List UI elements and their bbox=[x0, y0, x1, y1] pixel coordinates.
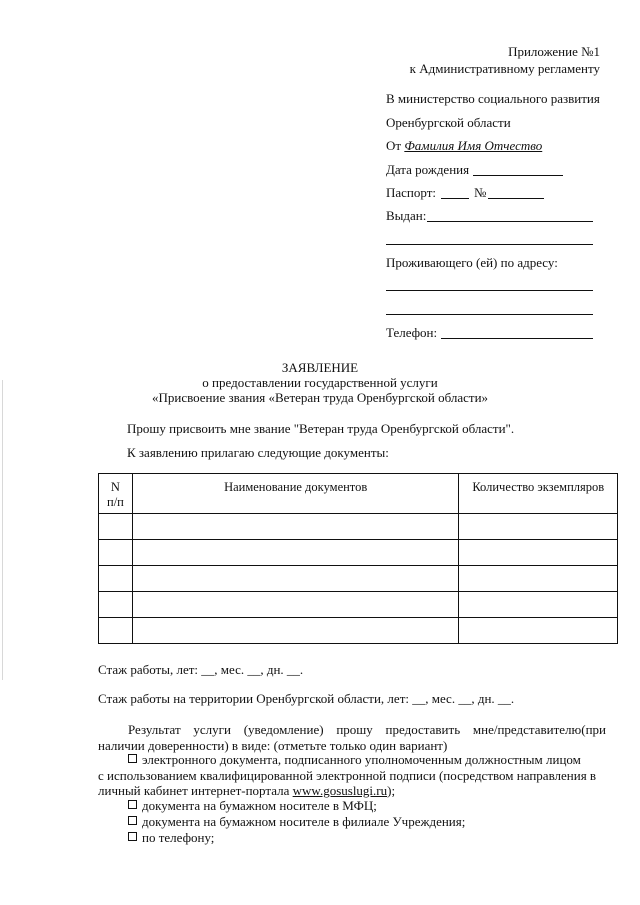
address-field-line2[interactable] bbox=[386, 314, 593, 315]
cell-quantity[interactable] bbox=[459, 514, 618, 540]
from-value[interactable]: Фамилия Имя Отчество bbox=[404, 138, 543, 153]
passport-number-label: № bbox=[474, 185, 487, 200]
cell-number[interactable] bbox=[99, 566, 133, 592]
table-row bbox=[99, 566, 618, 592]
document-subtitle: о предоставлении государственной услуги bbox=[202, 375, 438, 390]
experience-region: Стаж работы на территории Оренбургской области, лет: __, мес. __, дн. __. bbox=[98, 691, 515, 706]
option-electronic-line3-prefix: личный кабинет интернет-портала bbox=[98, 783, 293, 798]
cell-quantity[interactable] bbox=[459, 592, 618, 618]
option-mfc-label: документа на бумажном носителе в МФЦ; bbox=[142, 798, 377, 813]
column-header-number-line2: п/п bbox=[107, 495, 124, 509]
checkbox-phone[interactable] bbox=[128, 832, 137, 841]
address-field-line1[interactable] bbox=[386, 290, 593, 291]
option-electronic-label: электронного документа, подписанного уполномоченным должностным лицом bbox=[142, 752, 581, 767]
document-title: ЗАЯВЛЕНИЕ bbox=[281, 360, 359, 375]
option-electronic-line2: с использованием квалифицированной электронной подписи (посредством направления в bbox=[98, 768, 597, 783]
cell-number[interactable] bbox=[99, 514, 133, 540]
documents-table bbox=[98, 473, 618, 644]
passport-number-field[interactable] bbox=[488, 198, 544, 199]
document-service-name: «Присвоение звания «Ветеран труда Оренбургской области» bbox=[151, 390, 489, 405]
cell-document-name[interactable] bbox=[132, 566, 459, 592]
cell-quantity[interactable] bbox=[459, 618, 618, 644]
cell-document-name[interactable] bbox=[132, 618, 459, 644]
gosuslugi-link[interactable]: www.gosuslugi.ru bbox=[292, 783, 388, 798]
birth-label: Дата рождения bbox=[386, 162, 470, 177]
issued-label: Выдан: bbox=[386, 208, 427, 223]
option-electronic[interactable] bbox=[128, 752, 581, 768]
from-label: От bbox=[386, 138, 402, 153]
option-phone-label: по телефону; bbox=[142, 830, 215, 845]
attach-intro: К заявлению прилагаю следующие документы: bbox=[127, 445, 389, 460]
documents-table-body bbox=[99, 514, 618, 644]
passport-series-field[interactable] bbox=[441, 198, 469, 199]
phone-label: Телефон: bbox=[386, 325, 438, 340]
residing-label: Проживающего (ей) по адресу: bbox=[386, 255, 558, 270]
appendix-line1: Приложение №1 bbox=[508, 44, 600, 59]
request-text: Прошу присвоить мне звание "Ветеран труда Оренбургской области". bbox=[127, 421, 515, 436]
scan-edge-mark bbox=[2, 380, 3, 680]
addressee-to-line2: Оренбургской области bbox=[386, 115, 511, 130]
cell-document-name[interactable] bbox=[132, 540, 459, 566]
option-electronic-line3-suffix: ); bbox=[387, 783, 396, 798]
phone-field[interactable] bbox=[441, 338, 593, 339]
checkbox-electronic[interactable] bbox=[128, 754, 137, 763]
table-header-row bbox=[99, 474, 618, 514]
column-header-quantity: Количество экземпляров bbox=[459, 474, 618, 514]
cell-document-name[interactable] bbox=[132, 592, 459, 618]
column-header-number-line1: N bbox=[110, 480, 120, 494]
from-row bbox=[386, 138, 542, 154]
option-branch[interactable] bbox=[128, 814, 465, 830]
option-phone[interactable] bbox=[128, 830, 214, 846]
table-row bbox=[99, 540, 618, 566]
addressee-to-line1: В министерство социального развития bbox=[386, 91, 600, 106]
cell-number[interactable] bbox=[99, 618, 133, 644]
table-row bbox=[99, 618, 618, 644]
option-mfc[interactable] bbox=[128, 798, 377, 814]
checkbox-mfc[interactable] bbox=[128, 800, 137, 809]
checkbox-branch[interactable] bbox=[128, 816, 137, 825]
column-header-name: Наименование документов bbox=[132, 474, 459, 514]
option-branch-label: документа на бумажном носителе в филиале Учреждения; bbox=[142, 814, 466, 829]
cell-number[interactable] bbox=[99, 592, 133, 618]
issued-field-line2[interactable] bbox=[386, 244, 593, 245]
passport-label: Паспорт: bbox=[386, 185, 437, 200]
cell-document-name[interactable] bbox=[132, 514, 459, 540]
option-electronic-line3 bbox=[98, 783, 395, 799]
column-header-number bbox=[99, 474, 133, 514]
table-row bbox=[99, 514, 618, 540]
cell-quantity[interactable] bbox=[459, 566, 618, 592]
birth-date-field[interactable] bbox=[473, 175, 563, 176]
cell-number[interactable] bbox=[99, 540, 133, 566]
result-intro: Результат услуги (уведомление) прошу предоставить мне/представителю(при наличии доверенности) в виде: (отметьте только один вариант) bbox=[98, 722, 606, 753]
appendix-line2: к Административному регламенту bbox=[409, 61, 600, 76]
cell-quantity[interactable] bbox=[459, 540, 618, 566]
experience-total: Стаж работы, лет: __, мес. __, дн. __. bbox=[98, 662, 304, 677]
table-row bbox=[99, 592, 618, 618]
issued-field-line1[interactable] bbox=[427, 221, 593, 222]
